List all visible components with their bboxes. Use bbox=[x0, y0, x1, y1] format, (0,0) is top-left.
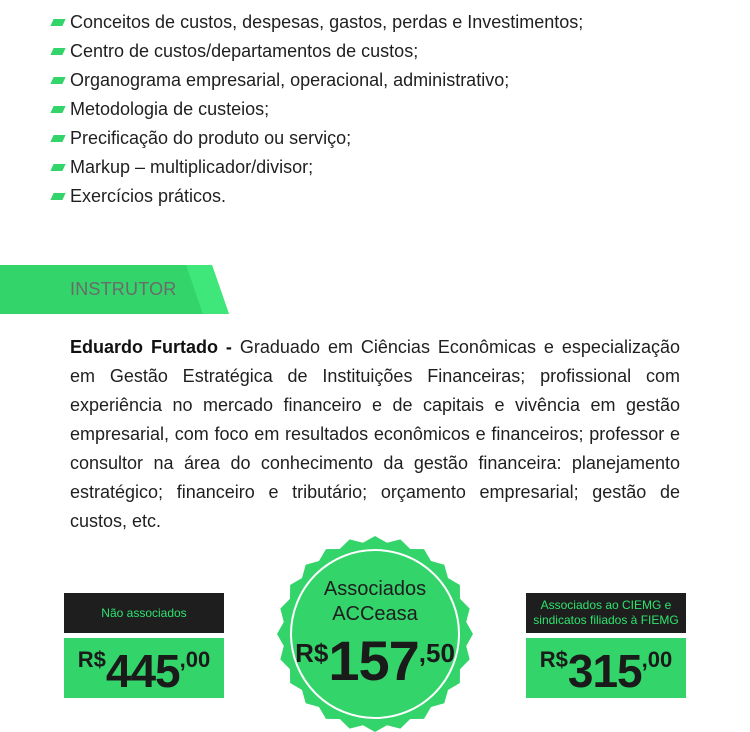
list-item bbox=[52, 8, 583, 37]
badge-label-line2: ACCeasa bbox=[332, 603, 418, 625]
list-item bbox=[52, 37, 583, 66]
price-card-ciemg-members bbox=[526, 593, 686, 698]
badge-price bbox=[277, 628, 473, 693]
price-currency: R$ bbox=[539, 647, 568, 672]
price-currency: R$ bbox=[295, 638, 329, 668]
list-item bbox=[52, 124, 583, 153]
list-item bbox=[52, 66, 583, 95]
bullet-icon bbox=[50, 135, 65, 142]
list-item-text: Metodologia de custeios; bbox=[70, 99, 270, 119]
list-item-text: Organograma empresarial, operacional, administrativo; bbox=[70, 70, 510, 90]
price-card-non-members bbox=[64, 593, 224, 698]
section-title: INSTRUTOR bbox=[70, 279, 177, 299]
price-integer: 157 bbox=[328, 629, 419, 692]
price-decimal: ,00 bbox=[179, 647, 211, 672]
bullet-icon bbox=[50, 106, 65, 113]
price-label: Associados ao CIEMG e sindicatos filiados à FIEMG bbox=[526, 593, 686, 633]
price-label: Não associados bbox=[64, 593, 224, 633]
price-amount bbox=[526, 638, 686, 698]
price-badge-acceasa-members bbox=[277, 536, 473, 732]
price-integer: 445 bbox=[105, 645, 180, 697]
list-item-text: Precificação do produto ou serviço; bbox=[70, 128, 352, 148]
instructor-bio bbox=[70, 333, 680, 536]
price-integer: 315 bbox=[567, 645, 642, 697]
topics-list bbox=[52, 8, 583, 211]
price-currency: R$ bbox=[77, 647, 106, 672]
list-item-text: Conceitos de custos, despesas, gastos, perdas e Investimentos; bbox=[70, 12, 584, 32]
instructor-section-header bbox=[0, 265, 230, 314]
bullet-icon bbox=[50, 193, 65, 200]
bullet-icon bbox=[50, 19, 65, 26]
badge-label-line1: Associados bbox=[323, 578, 427, 600]
price-amount bbox=[64, 638, 224, 698]
list-item-text: Markup – multiplicador/divisor; bbox=[70, 157, 314, 177]
list-item-text: Centro de custos/departamentos de custos; bbox=[70, 41, 419, 61]
list-item bbox=[52, 182, 583, 211]
bullet-icon bbox=[50, 164, 65, 171]
price-decimal: ,50 bbox=[418, 638, 455, 668]
bullet-icon bbox=[50, 77, 65, 84]
list-item-text: Exercícios práticos. bbox=[70, 186, 227, 206]
instructor-name: Eduardo Furtado - bbox=[70, 337, 232, 357]
bullet-icon bbox=[50, 48, 65, 55]
instructor-bio-text: Graduado em Ciências Econômicas e especialização em Gestão Estratégica de Instituições Financeiras; profissional com experiência no mercado financeiro e de capitais e vivência em gestão empresarial, com foco em resultados econômicos e financeiros; professor e consultor na área do conhecimento da gestão financeira: planejamento estratégico; financeiro e tributário; orçamento empresarial; gestão de custos, etc. bbox=[70, 337, 680, 531]
list-item bbox=[52, 153, 583, 182]
list-item bbox=[52, 95, 583, 124]
price-decimal: ,00 bbox=[641, 647, 673, 672]
